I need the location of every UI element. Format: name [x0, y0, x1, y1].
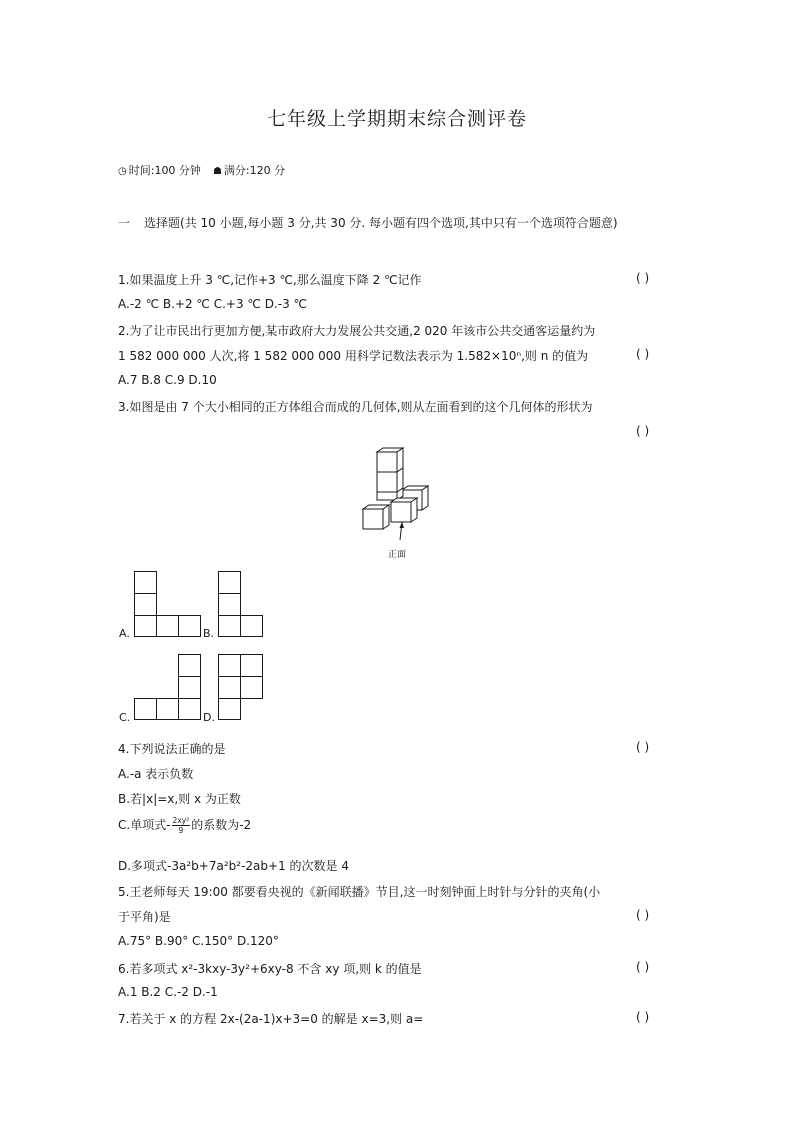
q4-answer-bracket: ( ) [636, 740, 650, 754]
q3-option-b-figure [218, 571, 266, 637]
q2-answer-bracket: ( ) [636, 347, 650, 361]
q4-stem: 4.下列说法正确的是 [118, 742, 226, 756]
q1-answer-bracket: ( ) [636, 271, 650, 285]
q1-stem: 1.如果温度上升 3 ℃,记作+3 ℃,那么温度下降 2 ℃记作 [118, 273, 422, 287]
q2-stem-line2: 1 582 000 000 人次,将 1 582 000 000 用科学记数法表示为 1.582×10ⁿ,则 n 的值为 [118, 349, 589, 363]
q3-answer-bracket: ( ) [636, 424, 650, 438]
page-title: 七年级上学期期末综合测评卷 [266, 108, 527, 130]
q5-options: A.75° B.90° C.150° D.120° [118, 934, 279, 948]
q4-option-c-suffix: 的系数为-2 [191, 818, 252, 832]
q3-option-a-label: A. [119, 627, 130, 640]
fraction-denominator: 9 [178, 826, 184, 835]
q3-option-b-label: B. [203, 627, 215, 640]
q1-options: A.-2 ℃ B.+2 ℃ C.+3 ℃ D.-3 ℃ [118, 297, 308, 311]
full-score: 满分:120 分 [223, 164, 286, 177]
fraction-numerator: 2xy² [172, 816, 190, 825]
q3-option-d-figure [218, 654, 266, 720]
time-limit: 时间:100 分钟 [128, 164, 201, 177]
q2-stem-line1: 2.为了让市民出行更加方便,某市政府大力发展公共交通,2 020 年该市公共交通客运量约为 [118, 324, 596, 338]
figure-caption-front: 正面 [388, 550, 407, 560]
q2-options: A.7 B.8 C.9 D.10 [118, 373, 217, 387]
section-heading [118, 214, 618, 231]
q4-option-a: A.-a 表示负数 [118, 767, 194, 781]
q6-stem: 6.若多项式 x²-3kxy-3y²+6xy-8 不含 xy 项,则 k 的值是 [118, 962, 422, 976]
section-instructions: 选择题(共 10 小题,每小题 3 分,共 30 分. 每小题有四个选项,其中只有一个选项符合题意) [144, 216, 618, 230]
clock-icon: ◷ [118, 166, 127, 177]
q4-option-d: D.多项式-3a²b+7a²b²-2ab+1 的次数是 4 [118, 859, 349, 873]
q7-stem: 7.若关于 x 的方程 2x-(2a-1)x+3=0 的解是 x=3,则 a= [118, 1012, 424, 1026]
q4-option-c-fraction [172, 816, 191, 835]
q3-option-d-label: D. [203, 711, 215, 724]
q3-option-c-figure [134, 654, 204, 720]
q4-option-b: B.若|x|=x,则 x 为正数 [118, 792, 241, 806]
q5-answer-bracket: ( ) [636, 908, 650, 922]
q3-stem: 3.如图是由 7 个大小相同的正方体组合而成的几何体,则从左面看到的这个几何体的形状为 [118, 400, 593, 414]
q6-answer-bracket: ( ) [636, 960, 650, 974]
graduation-cap-icon: ☗ [212, 166, 222, 177]
exam-meta [118, 162, 285, 178]
q3-option-a-figure [134, 571, 204, 637]
q5-stem-line1: 5.王老师每天 19:00 都要看央视的《新闻联播》节目,这一时刻钟面上时针与分针的夹角(小 [118, 885, 601, 899]
q7-answer-bracket: ( ) [636, 1010, 650, 1024]
q4-option-c-prefix: C.单项式- [118, 818, 171, 832]
q3-cube-figure [360, 444, 432, 536]
q4-option-c [118, 816, 251, 835]
section-number: 一 [118, 216, 131, 230]
q6-options: A.1 B.2 C.-2 D.-1 [118, 985, 218, 999]
q5-stem-line2: 于平角)是 [118, 910, 171, 924]
q3-option-c-label: C. [119, 711, 131, 724]
